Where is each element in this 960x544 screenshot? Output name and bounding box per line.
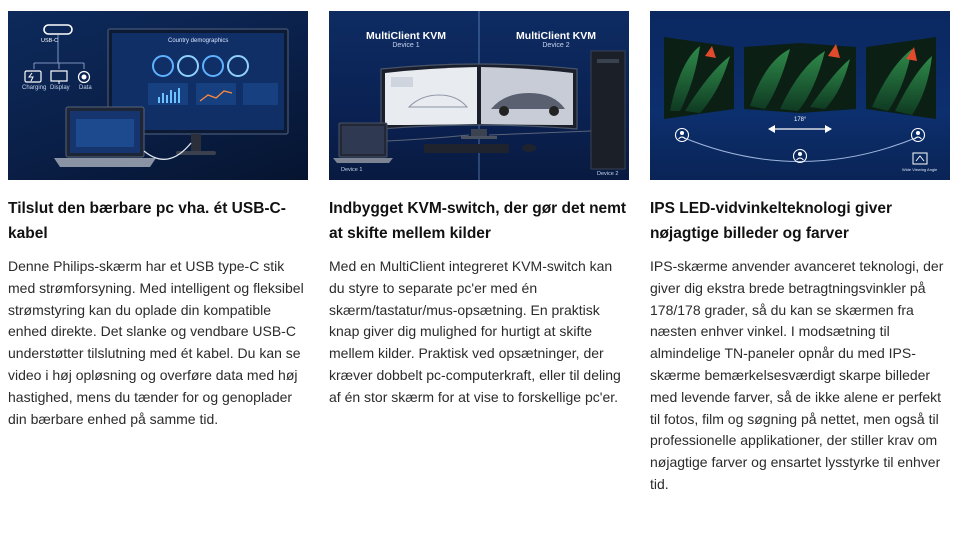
device-1-caption: Device 1 [341, 167, 363, 173]
battery-charging-icon [25, 71, 41, 82]
pc-tower-device-2 [591, 51, 625, 169]
viewer-icon-right [912, 129, 925, 142]
kvm-label-right: MultiClient KVM Device 2 [516, 30, 596, 49]
usb-cable [144, 143, 191, 159]
feature-card-usbc [8, 11, 308, 430]
device-2-caption: Device 2 [597, 171, 619, 177]
logo-text: Wide Viewing Angle [902, 167, 938, 172]
monitor-icon [51, 71, 67, 84]
wide-viewing-angle-logo [913, 153, 927, 164]
screen-title: Country demographics [168, 38, 229, 44]
card-title: Tilslut den bærbare pc vha. ét USB-C-kabel [8, 200, 286, 242]
viewer-icon-center [794, 150, 807, 163]
mouse [522, 144, 536, 152]
card-title: IPS LED-vidvinkelteknologi giver nøjagtige billeder og farver [650, 200, 893, 242]
kvm-label-left: MultiClient KVM Device 1 [366, 30, 446, 49]
data-icon [79, 72, 90, 83]
ips-feature-image [650, 11, 950, 180]
feature-card-kvm [329, 11, 629, 409]
ips-illustration [650, 11, 950, 180]
keyboard [424, 144, 509, 153]
angle-label: 178° [794, 117, 807, 123]
viewer-icon-left [676, 129, 689, 142]
charging-label: Charging [22, 85, 47, 91]
card-description: IPS-skærme anvender avanceret teknologi, der giver dig ekstra brede betragtningsvinkler på 178/178 grader, så du kan se skærmen fra næsten enhver vinkel. I modsætning til almindelige TN-paneler opnår du med IPS-skærme bemærkelsesværdigt skarpe billeder med levende farver, så de ikke alene er perfekt til fotos, film og søgning på nettet, men også til professionelle applikationer, der stiller krav om nøjagtige farver og ensartet lysstyrke til enhver tid. [650, 258, 944, 492]
kvm-feature-image [329, 11, 629, 180]
feature-card-ips [650, 11, 950, 496]
card-description: Denne Philips-skærm har et USB type-C stik med strømforsyning. Med intelligent og fleksibel strømstyring kan du oplade din kompatible enhed direkte. Det slanke og vendbare USB-C understøtter tilslutning med ét kabel. Du kan se video i høj opløsning og overføre data med høj hastighed, mens du tænder for og genoplader din bærbare enhed på samme tid. [8, 258, 304, 427]
usb-c-label: USB-C [41, 38, 59, 44]
usbc-feature-image [8, 11, 308, 180]
display-label: Display [50, 85, 70, 91]
card-description: Med en MultiClient integreret KVM-switch kan du styre to separate pc'er med én skærm/tastatur/mus-opsætning. En praktisk knap giver dig mulighed for hurtigt at skifte mellem kilder. Praktisk ved opsætninger, der kræver dobbelt pc-computerkraft, eller til deling af én stor skærm for at vise to forskellige pc'er. [329, 258, 621, 405]
card-title: Indbygget KVM-switch, der gør det nemt at skifte mellem kilder [329, 200, 627, 242]
usb-c-connector-icon [44, 25, 72, 34]
viewing-angle-arrow-icon [768, 125, 832, 133]
usbc-illustration [8, 11, 308, 180]
data-label: Data [79, 85, 92, 91]
